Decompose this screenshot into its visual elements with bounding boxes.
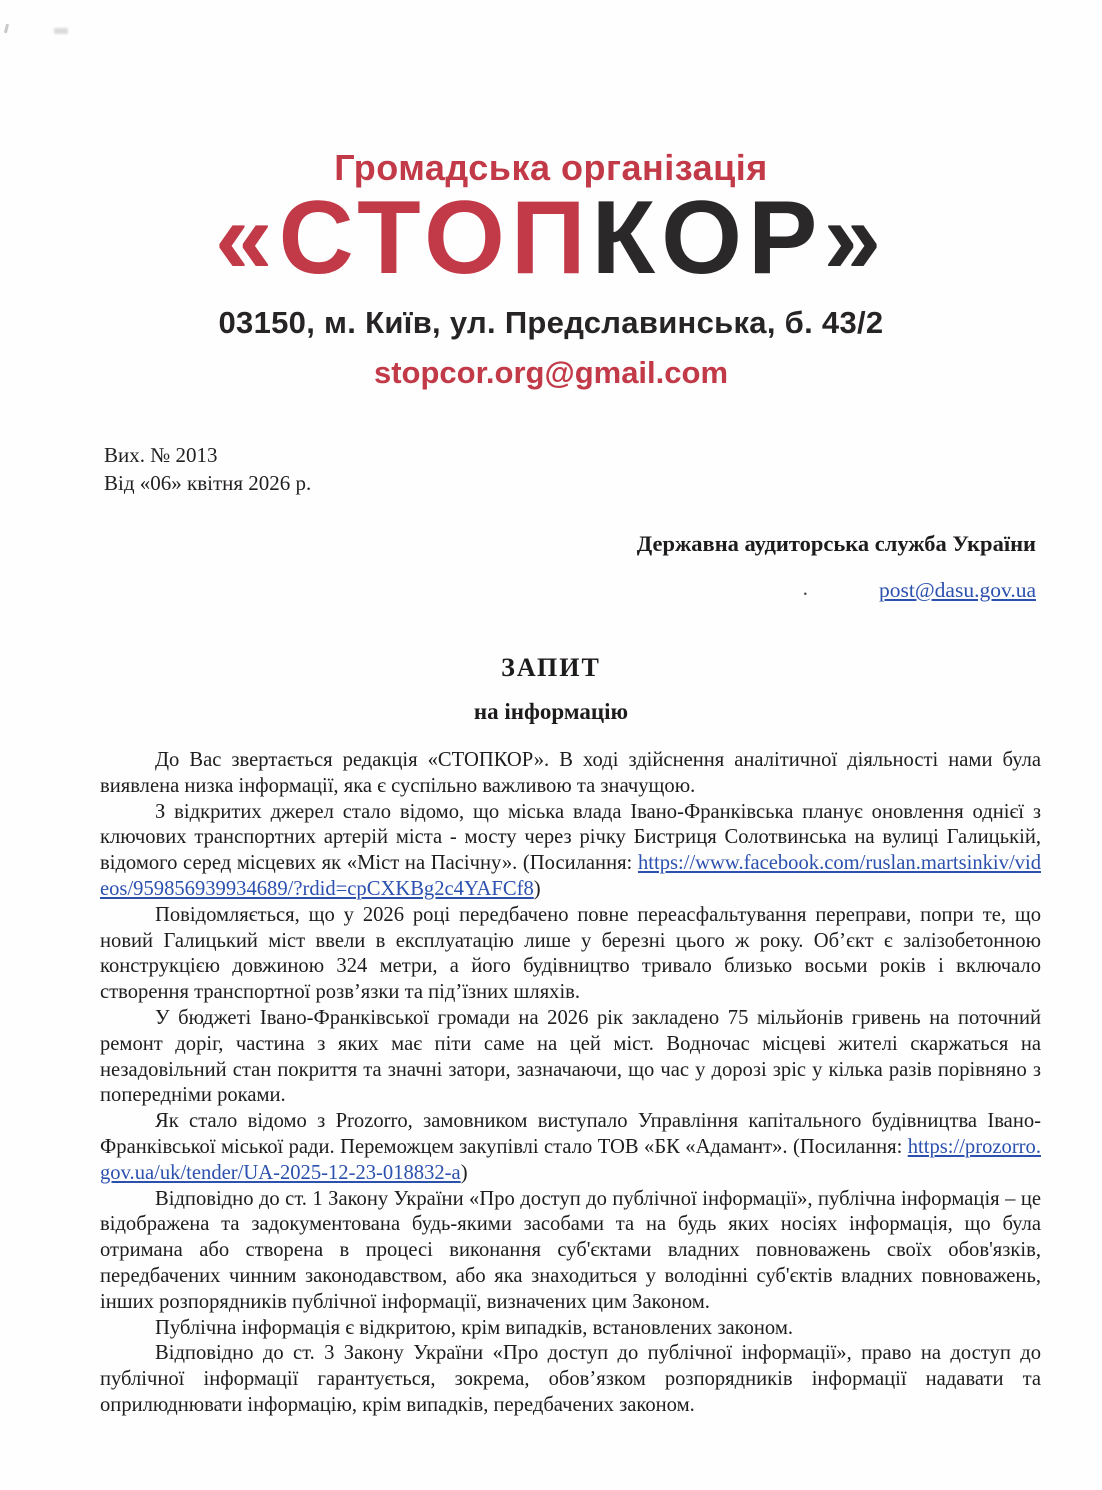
paragraph-open-info: Публічна інформація є відкритою, крім випадків, встановлених законом. [155, 1316, 794, 1339]
paragraph-prozorro [100, 1109, 1041, 1186]
outgoing-meta [104, 441, 311, 497]
recipient-email-link[interactable]: post@dasu.gov.ua [879, 578, 1036, 602]
org-name-black-part: КОР» [591, 180, 888, 296]
recipient-name: Державна аудиторська служба України [636, 531, 1036, 556]
prozorro-link[interactable]: https://prozorro.gov.ua/uk/tender/UA-2025-12-23-018832-a [100, 1135, 1041, 1184]
date-line: Від «06» квітня 2026 р. [104, 471, 312, 495]
stray-dot: . [802, 576, 808, 600]
recipient-email-row [0, 578, 1036, 603]
title-main: ЗАПИТ [501, 653, 601, 682]
paragraph-text: Як стало відомо з Prozorro, замовником виступало Управління капітального будівництва Івано-Франківської міської ради. Переможцем закупівлі стало ТОВ «БК «Адамант». (Посилання: [100, 1110, 1041, 1158]
paragraph-law-art1: Відповідно до ст. 1 Закону України «Про доступ до публічної інформації», публічна інформація – це відображена та задокументована будь-якими засобами та на будь яких носіях інформація, що була отримана або створена в процесі виконання суб'єктами владних повноважень своїх обов'язків, передбачених чинним законодавством, або яка знаходиться у володінні суб'єктів владних повноважень, інших розпорядників публічної інформації, визначених цим Законом. [100, 1187, 1041, 1313]
facebook-link[interactable]: https://www.facebook.com/ruslan.martsinkiv/videos/959856939934689/?rdid=cpCXKBg2c4YAFCf8 [100, 852, 1041, 900]
paragraph-text: З відкритих джерел стало відомо, що міська влада Івано-Франківська планує оновлення однієї з ключових транспортних артерій міста - мосту через річку Бистриця Солотвинська на вулиці Галицькій, відомого серед місцевих як «Міст на Пасічну». (Посилання: [100, 800, 1041, 875]
org-address: 03150, м. Київ, ул. Предславинська, б. 43/2 [218, 305, 884, 340]
ref-number: Вих. № 2013 [104, 443, 218, 467]
paragraph-law-art3: Відповідно до ст. 3 Закону України «Про доступ до публічної інформації», право на доступ до публічної інформації гарантується, зокрема, обов’язком розпорядників інформації надавати та оприлюднювати інформацію, крім випадків, передбачених законом. [100, 1342, 1041, 1416]
paragraph-text: ) [460, 1161, 468, 1184]
paragraph-bridge-info [100, 800, 1041, 903]
letter-body [100, 748, 1041, 1419]
org-type: Громадська організація [334, 147, 768, 188]
org-name [0, 180, 1102, 296]
recipient-block [0, 531, 1036, 603]
paragraph-resurfacing: Повідомляється, що у 2026 році передбачено повне переасфальтування переправи, попри те, що новий Галицький міст ввели в експлуатацію лише у березні цього ж року. Об’єкт є залізобетонною конструкцією довжиною 324 метри, а його будівництво тривало близько восьми років і включало створення транспортної розв’язки та під’їзних шляхів. [100, 903, 1041, 1004]
org-name-red-part: «СТОП [214, 180, 592, 296]
document-title-block [0, 653, 1102, 725]
paragraph-intro: До Вас звертається редакція «СТОПКОР». В ході здійснення аналітичної діяльності нами була виявлена низка інформації, яка є суспільно важливою та значущою. [100, 749, 1041, 797]
paragraph-text: ) [533, 877, 541, 900]
org-email: stopcor.org@gmail.com [373, 355, 729, 390]
paragraph-budget: У бюджеті Івано-Франківської громади на 2026 рік закладено 75 мільйонів гривень на поточний ремонт доріг, частина з яких має піти саме на цей міст. Водночас місцеві жителі скаржаться на незадовільний стан покриття та значні затори, зазначаючи, що час у дорозі зріс у кілька разів порівняно з попередніми роками. [100, 1006, 1041, 1107]
title-subtitle: на інформацію [473, 699, 629, 724]
